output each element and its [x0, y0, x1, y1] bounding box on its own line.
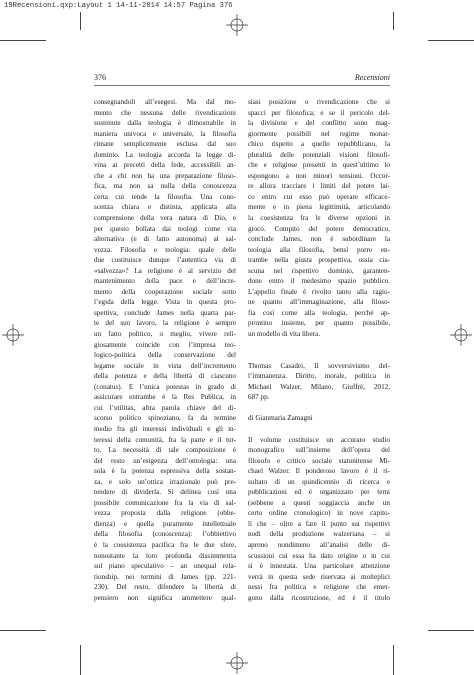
right-column — [248, 97, 390, 603]
reviewer-byline: di Gianmaria Zamagni — [248, 414, 313, 423]
body-text-line: della potenza e della libertà di ciascuno — [94, 372, 236, 381]
body-text-line: mento che nessuna delle rivendicazioni — [94, 108, 236, 117]
body-text-line: gono dalla ricostruzione, ed è il titolo — [248, 593, 390, 602]
citation-line: l’immanenza. Diritto, morale, politica in — [248, 372, 390, 381]
body-text-line: che e religiose presenti in quest’ultimo lo — [248, 161, 390, 170]
body-text-line: fica, ma non sa nulla della conoscenza — [94, 182, 236, 191]
body-text-line: la divisione e del conflitto sono mag- — [248, 119, 390, 128]
body-text-line: sul piano speculativo – an unequal rela- — [94, 562, 236, 571]
header-rule — [94, 85, 390, 86]
body-text-line: (sebbene a questi soggiaccia anche un — [248, 498, 390, 507]
body-text-line: teologia alla filosofia, bensì porre en- — [248, 245, 390, 254]
body-text-line: mente e in piena legittimità, articolando — [248, 203, 390, 212]
body-text-line: si è innestata. Una particolare attenzione — [248, 562, 390, 571]
body-text-line: tendere di dividerla. Si delinea così una — [94, 488, 236, 497]
body-text-line: dienza) e quella puramente intellettuale — [94, 519, 236, 528]
body-text-line: due costituisce dunque l’autentica via di — [94, 256, 236, 265]
body-text-line: teressi della comunità, fra la parte e il tut- — [94, 435, 236, 444]
body-text-line: nonostante la loro profonda dissimmetria — [94, 551, 236, 560]
citation-line: 687 pp. — [248, 393, 270, 402]
registration-mark-right — [450, 324, 472, 346]
crop-mark-bottom-left-h — [0, 630, 46, 631]
body-text-line: dominio. La teologia accorda la legge di- — [94, 150, 236, 159]
body-text-line: pluralità delle potenziali visioni filosofi- — [248, 150, 390, 159]
body-text-line: prontino insieme, per quanto possibile, — [248, 319, 390, 328]
body-text-line: sultato di un quindicennio di ricerca e — [248, 477, 390, 486]
body-text-line: sostenute dalla teologia è dimostrabile in — [94, 119, 236, 128]
body-text-line: alternativa (e di fatto autonoma) al sal- — [94, 235, 236, 244]
body-text-line: vezza proposta dalla religione (obbe- — [94, 509, 236, 518]
body-text-line: possibile comunicazione fra la via di sal- — [94, 498, 236, 507]
paragraph-spacer — [248, 350, 390, 361]
body-text-line: conclude James, non è subordinare la — [248, 235, 390, 244]
body-text-line: gioco. Compito del potere democratico, — [248, 224, 390, 233]
body-text-line: ne quanto all’immaginazione, alla filoso- — [248, 298, 390, 307]
citation-line: Thomas Casadei, Il sovversivismo del- — [248, 361, 390, 370]
body-text-line: vina ai precetti della fede, accessibili an- — [94, 161, 236, 170]
body-text-line: maniera univoca e universale, la filosofia — [94, 129, 236, 138]
registration-mark-top — [226, 14, 248, 36]
citation-line: Michael Walzer, Milano, Giuffrè, 2012, — [248, 382, 390, 391]
body-text-line: L’appello finale è rivolto tanto alla ragio- — [248, 287, 390, 296]
body-text-line: medio fra gli interessi individuali e gli in- — [94, 424, 236, 433]
body-text-line: done entro il medesimo spazio pubblico. — [248, 277, 390, 286]
body-text-line: rimane semplicemente esclusa dal suo — [94, 140, 236, 149]
crop-mark-top-left-v — [80, 12, 81, 30]
body-text-line: monografico sull’insieme dell’opera del — [248, 446, 390, 455]
body-text-line: che a chi non ha una preparazione filoso- — [94, 171, 236, 180]
body-text-line: sola è la potenza espressiva della sostan- — [94, 467, 236, 476]
paragraph-spacer — [248, 403, 390, 414]
body-text-line: li che – oltre a fare il punto sui rispettivi — [248, 519, 390, 528]
body-text-line: chico rispetto a quello repubblicano, la — [248, 140, 390, 149]
body-text-line: siasi posizione o rivendicazione che si — [248, 98, 390, 106]
crop-mark-bottom-right-v — [393, 645, 394, 675]
body-text-line: scussioni cui essa ha dato origine o in cui — [248, 551, 390, 560]
body-text-line: certo ordine cronologico) in nove capito- — [248, 509, 390, 518]
body-text-line: tionship, nei termini di James (pp. 221- — [94, 572, 236, 581]
body-text-line: 230). Del resto, difendere la libertà di — [94, 583, 236, 592]
print-slug-line: 19Recensioni.qxp:Layout 1 14-11-2014 14:57 Pagina 376 — [4, 2, 233, 10]
body-text-line: un modello di vita libera. — [248, 330, 320, 339]
body-text-line: per questo bollata dai teologi come via — [94, 224, 236, 233]
body-text-line: del resto un’esigenza dell’ontologia: una — [94, 456, 236, 465]
body-text-line: verrà in questa sede riservata ai molteplici — [248, 572, 390, 581]
crop-mark-top-right-v — [393, 12, 394, 30]
body-text-line: nodi della produzione walzeriana – si — [248, 530, 390, 539]
body-text-line: mantenimento della pace e dell’incre- — [94, 277, 236, 286]
body-text-line: pubblicazioni ed è organizzato per temi — [248, 488, 390, 497]
body-text-line: nessi fra politica e religione che emer- — [248, 583, 390, 592]
body-text-line: scuna nel rispettivo dominio, garanten- — [248, 266, 390, 275]
crop-mark-bottom-right-h — [428, 630, 474, 631]
body-text-line: aprono nondimeno all’analisi delle di- — [248, 540, 390, 549]
crop-mark-top-right-h — [428, 40, 474, 41]
body-text-line: mento della cooperazione sociale sotto — [94, 287, 236, 296]
body-text-line: l’egida della legge. Vista in questa pro- — [94, 298, 236, 307]
body-text-line: giormente possibili nel regime monar- — [248, 129, 390, 138]
crop-mark-top-left-h — [0, 40, 46, 41]
body-text-line: espongono a non minori tensioni. Occor- — [248, 171, 390, 180]
body-text-line: re allora tracciare i limiti del potere lai- — [248, 182, 390, 191]
body-text-line: scorso politico spinoziano, fa da termine — [94, 414, 236, 423]
body-text-line: assicurare entrambe è la Res Publica, in — [94, 393, 236, 402]
registration-mark-left — [2, 324, 24, 346]
body-text-line: vezza. Filosofia e teologia: quale delle — [94, 245, 236, 254]
body-text-line: logico-politica della conservazione del — [94, 351, 236, 360]
body-text-line: è la coesistenza pacifica fra le due sfere, — [94, 540, 236, 549]
body-text-line: della filosofia (conoscenza): l’obbiettivo — [94, 530, 236, 539]
body-text-line: spacci per filosofica; e se il pericolo del- — [248, 108, 390, 117]
body-text-line: giosamente coincide con l’impresa teo- — [94, 340, 236, 349]
body-text-line: pensiero non significa ammettere qual- — [94, 593, 236, 602]
body-text-line: to. La necessità di tale composizione è — [94, 446, 236, 455]
body-text-line: co entro cui esso può operare efficace- — [248, 192, 390, 201]
body-text-line: te del suo lavoro, la religione è sempre — [94, 319, 236, 328]
page-number: 376 — [94, 73, 106, 82]
paragraph-spacer — [248, 424, 390, 435]
body-text-line: cui l’utilitas, altra parola chiave del di- — [94, 403, 236, 412]
body-text-line: consegnandoli all’esegesi. Ma dal mo- — [94, 98, 236, 106]
paragraph-spacer — [248, 340, 390, 351]
body-text-line: trambe nella giusta prospettiva, ossia cia- — [248, 256, 390, 265]
body-text-line: spettiva, conclude James nella quarta par- — [94, 308, 236, 317]
body-text-line: comprensione della vera natura di Dio, e — [94, 214, 236, 223]
left-column — [94, 97, 236, 603]
body-text-line: fia così come alla teologia, perché ap- — [248, 308, 390, 317]
registration-mark-bottom — [226, 652, 248, 674]
body-text-line: un fatto politico, o meglio, vivere reli- — [94, 330, 236, 339]
body-text-line: «salvezza»? La religione è al servizio del — [94, 266, 236, 275]
body-text-line: la coesistenza fra le diverse opzioni in — [248, 214, 390, 223]
body-text-line: legame sociale in vista dell’incremento — [94, 361, 236, 370]
body-text-line: Il volume costituisce un accurato studio — [248, 435, 390, 444]
body-text-line: chael Walzer. Il ponderoso lavoro è il ri- — [248, 467, 390, 476]
body-text-line: (conatus). E l’unica potestas in grado di — [94, 382, 236, 391]
body-text-line: za, e solo un’ottica irrazionale può pre- — [94, 477, 236, 486]
body-text-line: certa cui tende la filosofia. Una cono- — [94, 192, 236, 201]
body-text-line: filosofo e critico sociale statunitense Mi- — [248, 456, 390, 465]
crop-mark-bottom-left-v — [80, 645, 81, 675]
running-head: Recensioni — [354, 73, 390, 82]
body-text-line: scenza chiara e distinta, applicata alla — [94, 203, 236, 212]
